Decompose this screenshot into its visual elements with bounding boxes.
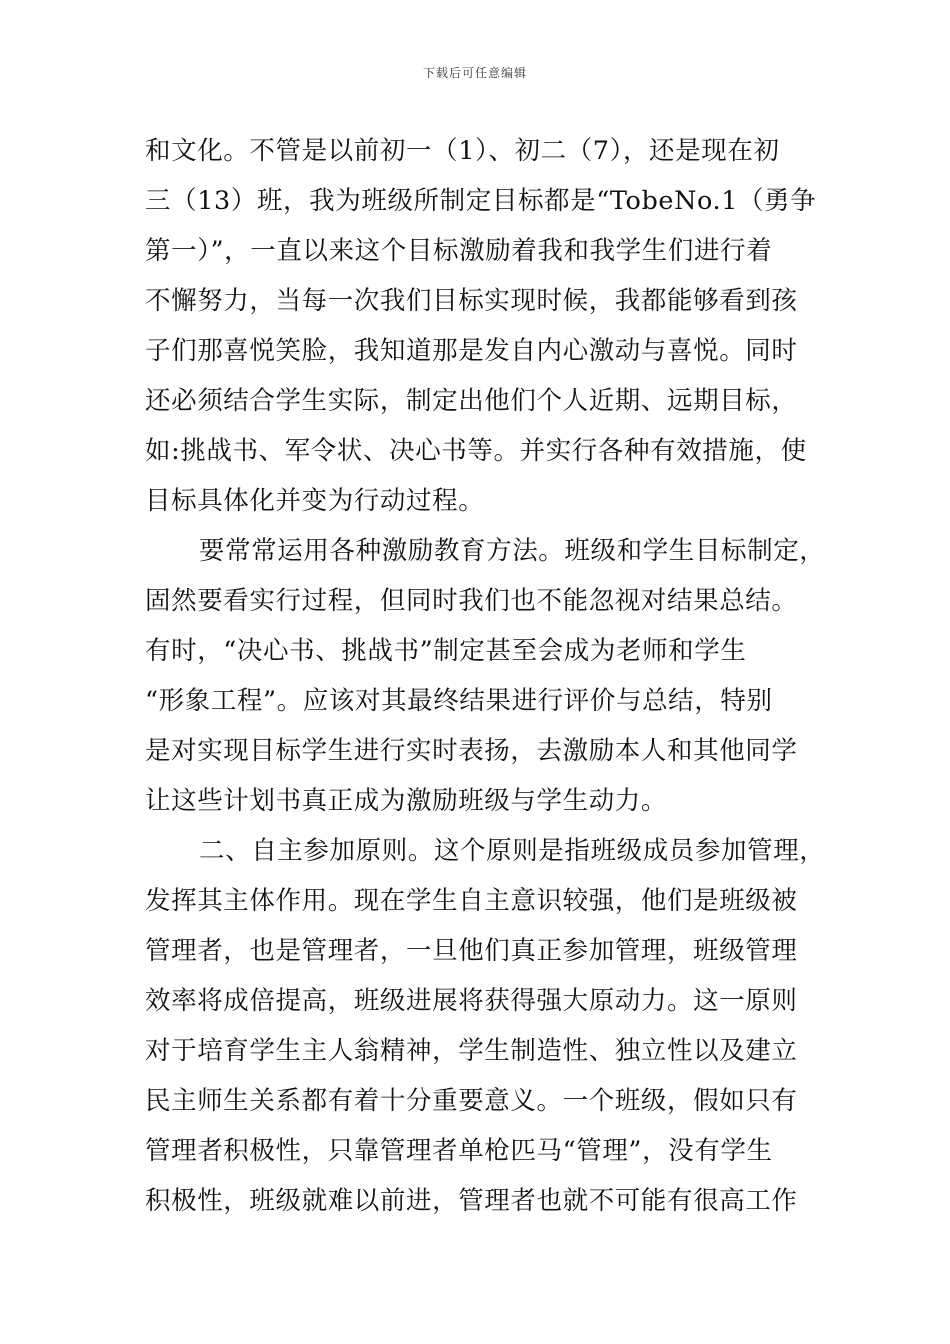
text-line: 三（13）班，我为班级所制定目标都是“TobeNo.1（勇争 (145, 186, 817, 216)
text-line: 还必须结合学生实际，制定出他们个人近期、远期目标， (145, 386, 798, 416)
document-body (145, 126, 825, 1226)
text-line: 发挥其主体作用。现在学生自主意识较强，他们是班级被 (145, 886, 798, 916)
text-line: 固然要看实行过程，但同时我们也不能忽视对结果总结。 (145, 586, 798, 616)
text-line: 第一）”，一直以来这个目标激励着我和我学生们进行着 (145, 236, 773, 266)
text-line: 积极性，班级就难以前进，管理者也就不可能有很高工作 (145, 1186, 798, 1216)
text-line: 让这些计划书真正成为激励班级与学生动力。 (145, 786, 668, 816)
text-line: 不懈努力，当每一次我们目标实现时候，我都能够看到孩 (145, 286, 798, 316)
text-line: “形象工程”。应该对其最终结果进行评价与总结，特别 (145, 686, 773, 716)
text-line: 对于培育学生主人翁精神，学生制造性、独立性以及建立 (145, 1036, 798, 1066)
paragraph-3 (145, 826, 825, 1226)
text-line: 子们那喜悦笑脸，我知道那是发自内心激动与喜悦。同时 (145, 336, 798, 366)
page-header: 下载后可任意编辑 (422, 66, 527, 80)
text-line: 如:挑战书、军令状、决心书等。并实行各种有效措施，使 (145, 436, 807, 466)
paragraph-1 (145, 126, 825, 526)
text-line: 民主师生关系都有着十分重要意义。一个班级，假如只有 (145, 1086, 798, 1116)
text-line: 管理者积极性，只靠管理者单枪匹马“管理”，没有学生 (145, 1136, 773, 1166)
text-line: 要常常运用各种激励教育方法。班级和学生目标制定， (199, 536, 826, 566)
text-line: 和文化。不管是以前初一（1）、初二（7），还是现在初 (145, 136, 780, 166)
text-line: 是对实现目标学生进行实时表扬，去激励本人和其他同学 (145, 736, 798, 766)
text-line: 目标具体化并变为行动过程。 (145, 486, 485, 516)
text-line: 管理者，也是管理者，一旦他们真正参加管理，班级管理 (145, 936, 798, 966)
text-line: 效率将成倍提高，班级进展将获得强大原动力。这一原则 (145, 986, 798, 1016)
text-line: 二、自主参加原则。这个原则是指班级成员参加管理， (199, 836, 826, 866)
text-line: 有时，“决心书、挑战书”制定甚至会成为老师和学生 (145, 636, 747, 666)
paragraph-2 (145, 526, 825, 826)
